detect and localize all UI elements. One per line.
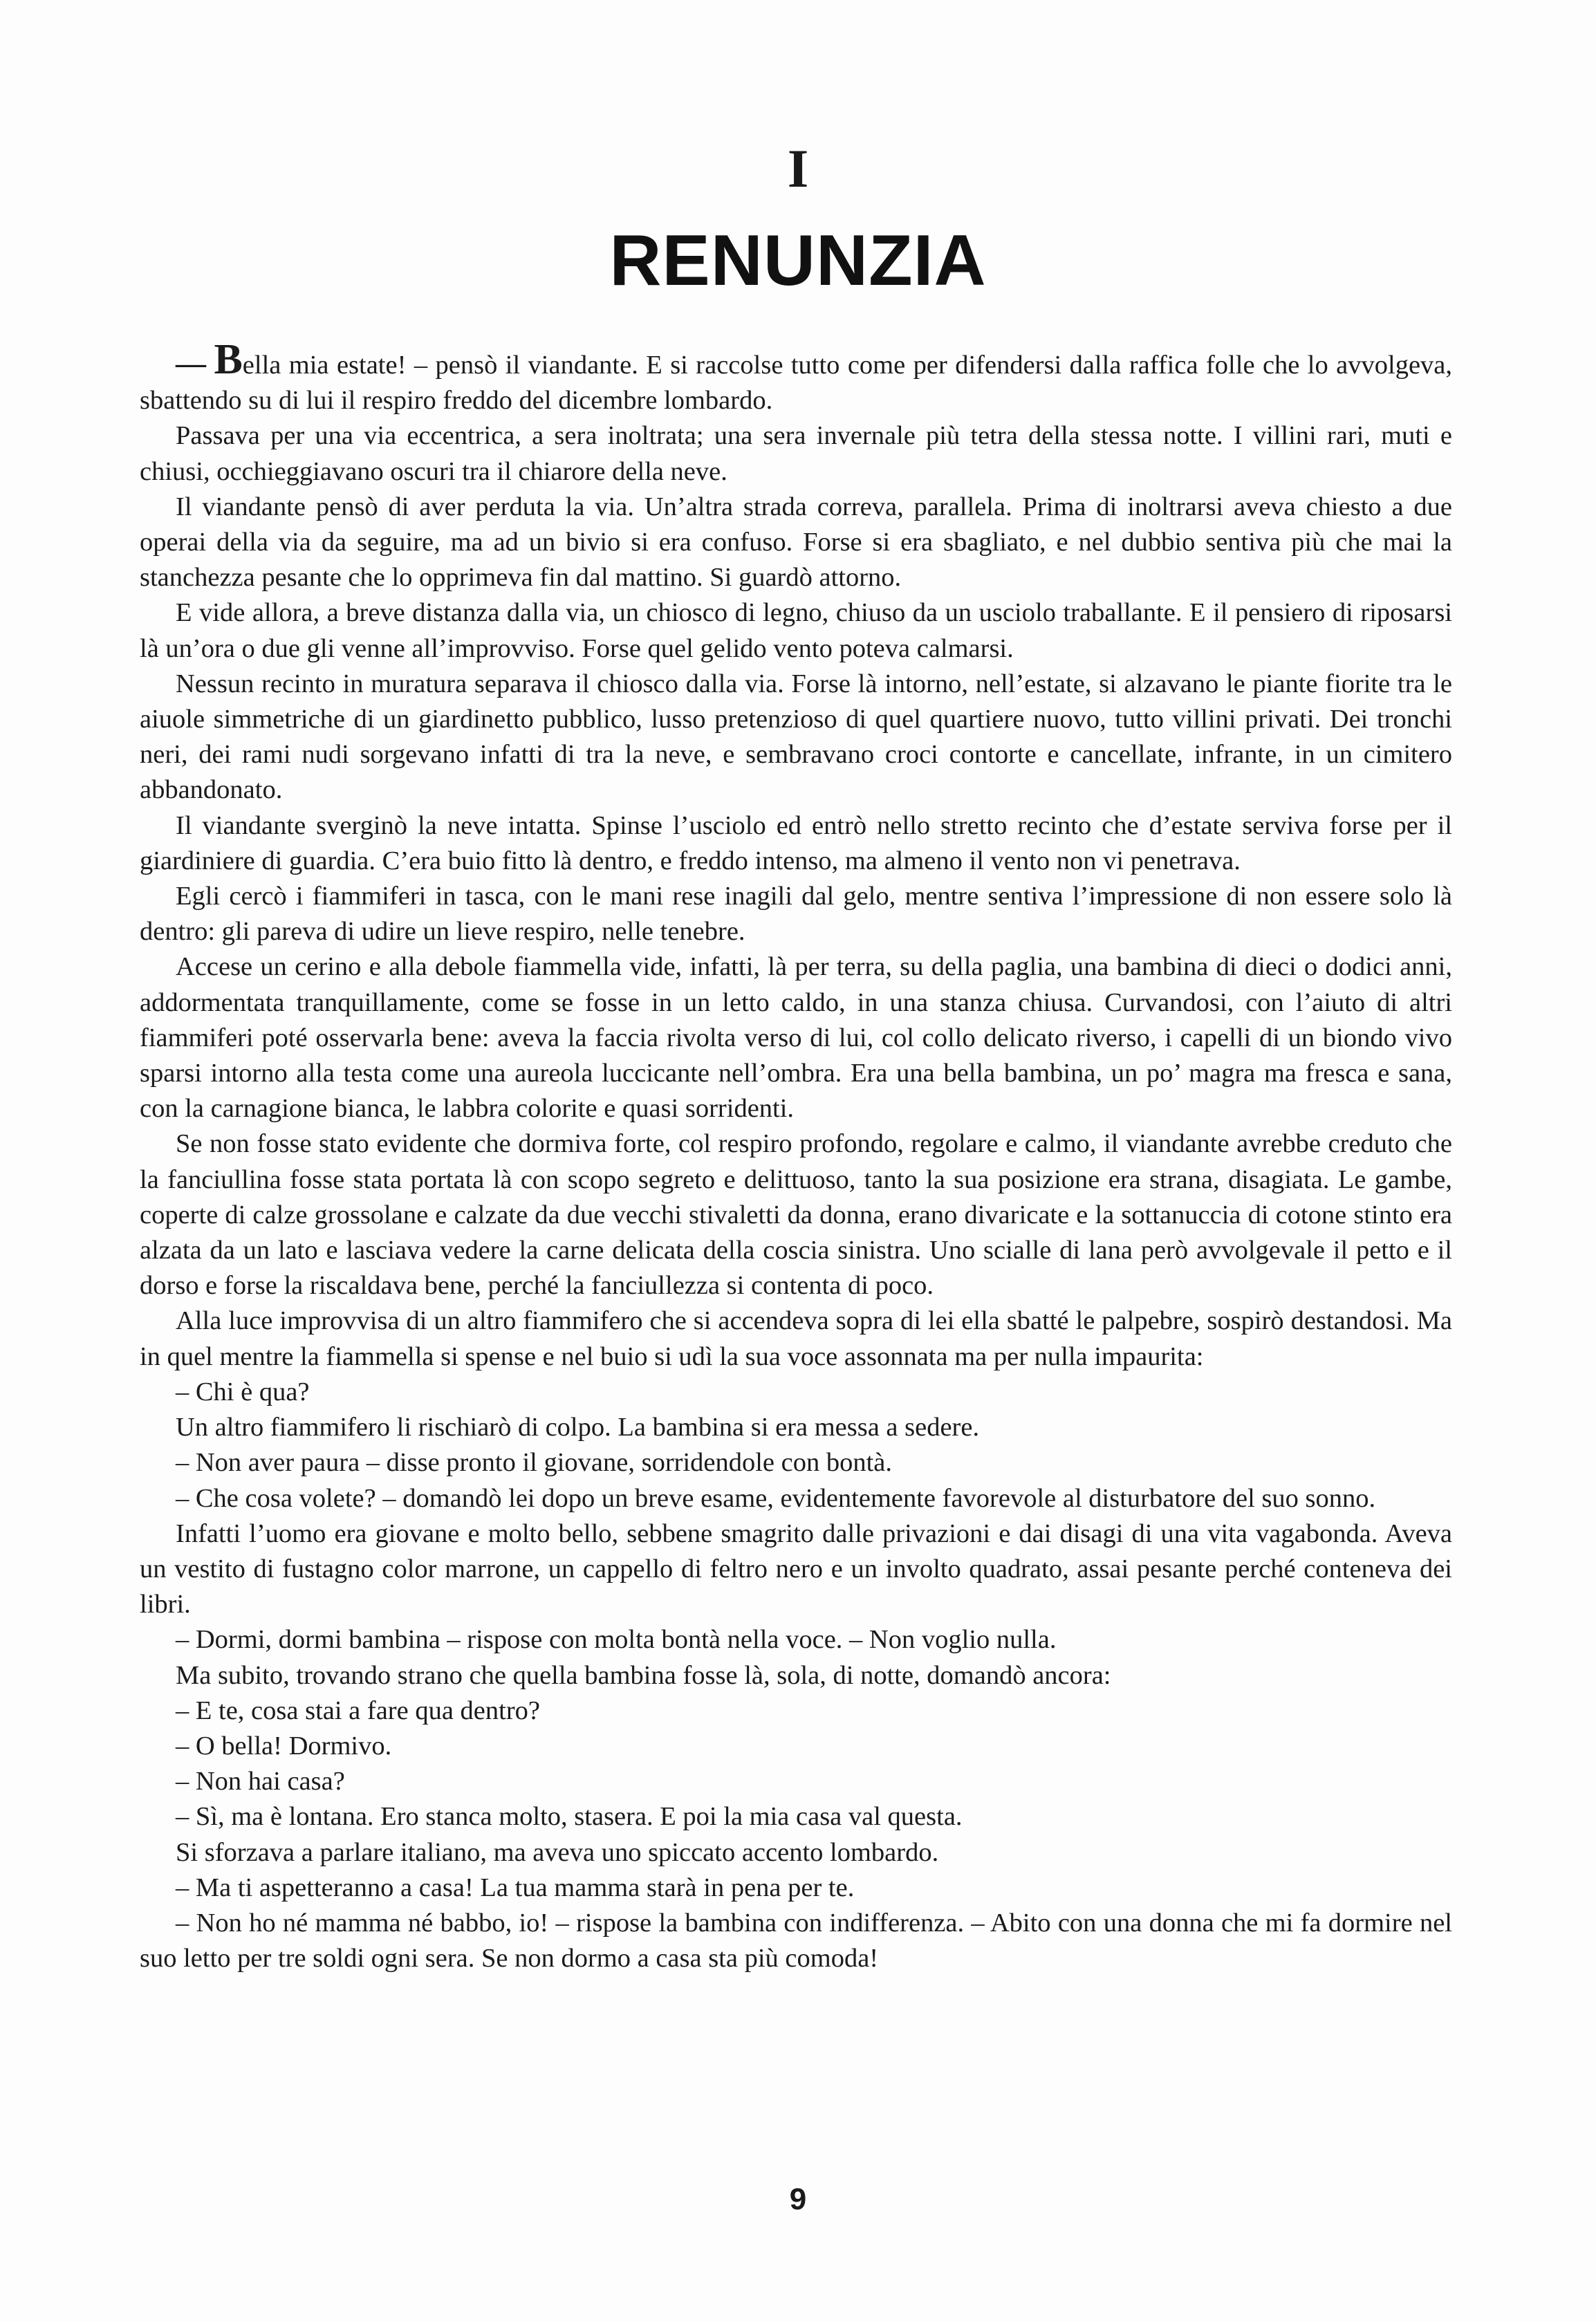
paragraph: Il viandante sverginò la neve intatta. Spinse l’usciolo ed entrò nello stretto recinto che d’estate serviva forse per il giardiniere di guardia. C’era buio fitto là dentro, e freddo intenso, ma almeno il vento non vi penetrava. [140,810,1452,875]
dialogue-line: – Che cosa volete? – domandò lei dopo un breve esame, evidentemente favorevole al disturbatore del suo sonno. [176,1483,1376,1513]
page-number: 9 [789,2182,807,2216]
paragraph: Se non fosse stato evidente che dormiva forte, col respiro profondo, regolare e calmo, il viandante avrebbe creduto che la fanciullina fosse stata portata là con scopo segreto e delittuoso, tanto la sua posizione era strana, disagiata. Le gambe, coperte di calze grossolane e calzate da due vecchi stivaletti da donna, erano divaricate e la sottanuccia di cotone stinto era alzata da un lato e lasciava vedere la carne delicata della coscia sinistra. Uno scialle di lana però avvolgevale il petto e il dorso e forse la riscaldava bene, perché la fanciullezza si contenta di poco. [140,1129,1452,1301]
paragraph: Un altro fiammifero li rischiarò di colpo. La bambina si era messa a sedere. [176,1413,980,1442]
paragraph: Alla luce improvvisa di un altro fiammifero che si accendeva sopra di lei ella sbatté le palpebre, sospirò destandosi. Ma in quel mentre la fiammella si spense e nel buio si udì la sua voce assonnata ma per nulla impaurita: [140,1306,1452,1371]
paragraph: Nessun recinto in muratura separava il chiosco dalla via. Forse là intorno, nell’estate, si alzavano le piante fiorite tra le aiuole simmetriche di un giardinetto pubblico, lusso pretenzioso di quel quartiere nuovo, tutto villini privati. Dei tronchi neri, dei rami nudi sorgevano infatti di tra la neve, e sembravano croci contorte e cancellate, infrante, in un cimitero abbandonato. [140,669,1452,805]
paragraph: Si sforzava a parlare italiano, ma aveva uno spiccato accento lombardo. [176,1837,939,1867]
dialogue-line: – Dormi, dormi bambina – rispose con molta bontà nella voce. – Non voglio nulla. [176,1625,1057,1655]
paragraph: Passava per una via eccentrica, a sera inoltrata; una sera invernale più tetra della stessa notte. I villini rari, muti e chiusi, occhieggiavano oscuri tra il chiarore della neve. [140,421,1452,486]
drop-initial: B [214,336,243,383]
paragraph: E vide allora, a breve distanza dalla via, un chiosco di legno, chiuso da un usciolo traballante. E il pensiero di riposarsi là un’ora o due gli venne all’improvviso. Forse quel gelido vento poteva calmarsi. [140,598,1452,663]
dialogue-line: – E te, cosa stai a fare qua dentro? [176,1696,540,1725]
dialogue-line: – Non aver paura – disse pronto il giovane, sorridendole con bontà. [176,1448,893,1478]
opening-paragraph [140,336,1453,418]
dialogue-line: – Chi è qua? [176,1377,310,1406]
chapter-title: RENUNZIA [609,221,987,301]
dialogue-line: – Non hai casa? [176,1767,345,1796]
chapter-number: I [787,138,809,198]
chapter-body [140,336,1453,1976]
dialogue-line: – Ma ti aspetteranno a casa! La tua mamma starà in pena per te. [176,1873,855,1902]
dialogue-line: – Non ho né mamma né babbo, io! – rispose la bambina con indifferenza. – Abito con una donna che mi fa dormire nel suo letto per tre soldi ogni sera. Se non dormo a casa sta più comoda! [140,1908,1452,1973]
paragraph: Il viandante pensò di aver perduta la via. Un’altra strada correva, parallela. Prima di inoltrarsi aveva chiesto a due operai della via da seguire, ma ad un bivio si era confuso. Forse si era sbagliato, e nel dubbio sentiva più che mai la stanchezza pesante che lo opprimeva fin dal mattino. Si guardò attorno. [140,492,1452,593]
dialogue-line: – Sì, ma è lontana. Ero stanca molto, stasera. E poi la mia casa val questa. [176,1802,963,1832]
paragraph: Egli cercò i fiammiferi in tasca, con le mani rese inagili dal gelo, mentre sentiva l’impressione di non essere solo là dentro: gli pareva di udire un lieve respiro, nelle tenebre. [140,882,1452,947]
opening-text: ella mia estate! – pensò il viandante. E si raccolse tutto come per difendersi dalla raffica folle che lo avvolgeva, sbattendo su di lui il respiro freddo del dicembre lombardo. [140,351,1453,416]
paragraph: Accese un cerino e alla debole fiammella vide, infatti, là per terra, su della paglia, una bambina di dieci o dodici anni, addormentata tranquillamente, come se fosse in un letto caldo, in una stanza chiusa. Curvandosi, con l’aiuto di altri fiammiferi poté osservarla bene: aveva la faccia rivolta verso di lui, col collo delicato riverso, i capelli di un biondo vivo sparsi intorno alla testa come una aureola luccicante nell’ombra. Era una bella bambina, un po’ magra ma fresca e sana, con la carnagione bianca, le labbra colorite e quasi sorridenti. [140,952,1452,1124]
dialogue-line: – O bella! Dormivo. [176,1731,392,1761]
opening-dash: — [176,346,206,380]
paragraph: Ma subito, trovando strano che quella bambina fosse là, sola, di notte, domandò ancora: [176,1660,1111,1690]
paragraph: Infatti l’uomo era giovane e molto bello, sebbene smagrito dalle privazioni e dai disagi di una vita vagabonda. Aveva un vestito di fustagno color marrone, un cappello di feltro nero e un involto quadrato, assai pesante perché conteneva dei libri. [140,1518,1452,1619]
